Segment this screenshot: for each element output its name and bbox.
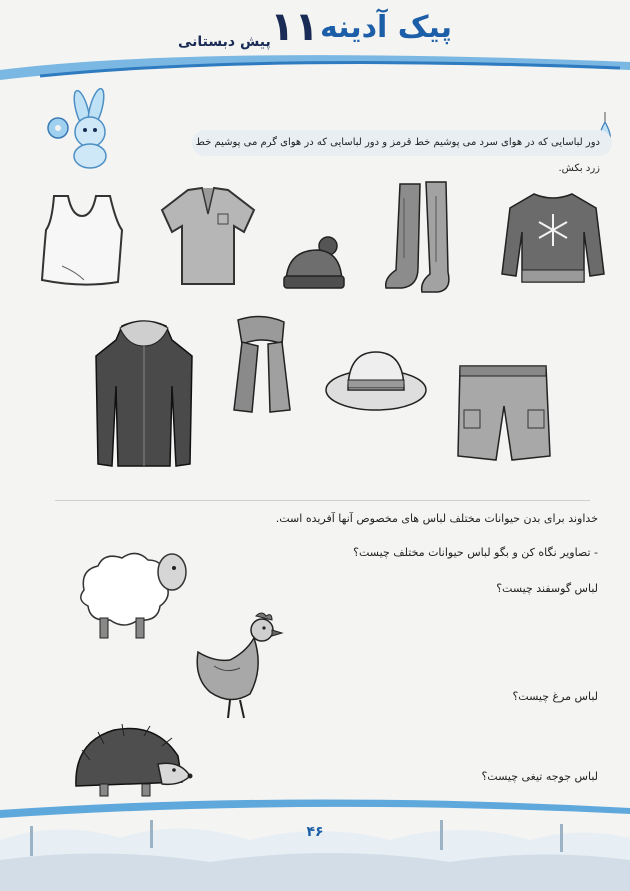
winter-jacket-icon[interactable]	[92, 316, 196, 476]
polo-shirt-icon[interactable]	[158, 184, 258, 288]
question-sheep: لباس گوسفند چیست؟	[496, 582, 598, 595]
section2-intro: خداوند برای بدن حیوانات مختلف لباس های مخصوص آنها آفریده است.	[275, 512, 598, 525]
footer-decoration	[0, 790, 630, 891]
tank-top-icon[interactable]	[32, 192, 132, 288]
page-subtitle: پیش دبستانی	[178, 34, 271, 50]
page-title: پیک آدینه	[319, 10, 452, 45]
question-hen: لباس مرغ چیست؟	[512, 690, 598, 703]
section-divider	[55, 500, 590, 501]
knit-beanie-icon[interactable]	[280, 236, 348, 292]
knit-scarf-icon[interactable]	[222, 314, 302, 418]
page-number: ۴۶	[306, 824, 324, 840]
question-hedgehog: لباس جوجه تیغی چیست؟	[481, 770, 598, 783]
issue-number: ۱۱	[270, 4, 319, 50]
sheep-icon	[74, 540, 194, 644]
section2-prompt: - تصاویر نگاه کن و بگو لباس حیوانات مختلف چیست؟	[353, 546, 598, 559]
bunny-mascot-icon	[44, 80, 124, 170]
cargo-shorts-icon[interactable]	[456, 358, 552, 466]
header	[0, 0, 630, 90]
winter-boots-icon[interactable]	[382, 178, 462, 298]
instruction-banner: دور لباسایی که در هوای سرد می پوشیم خط قرمز و دور لباسایی که در هوای گرم می پوشیم خط زرد بکش.	[192, 130, 612, 156]
snowflake-sweater-icon[interactable]	[498, 188, 608, 288]
sun-hat-icon[interactable]	[322, 346, 430, 416]
hen-icon	[190, 608, 286, 724]
